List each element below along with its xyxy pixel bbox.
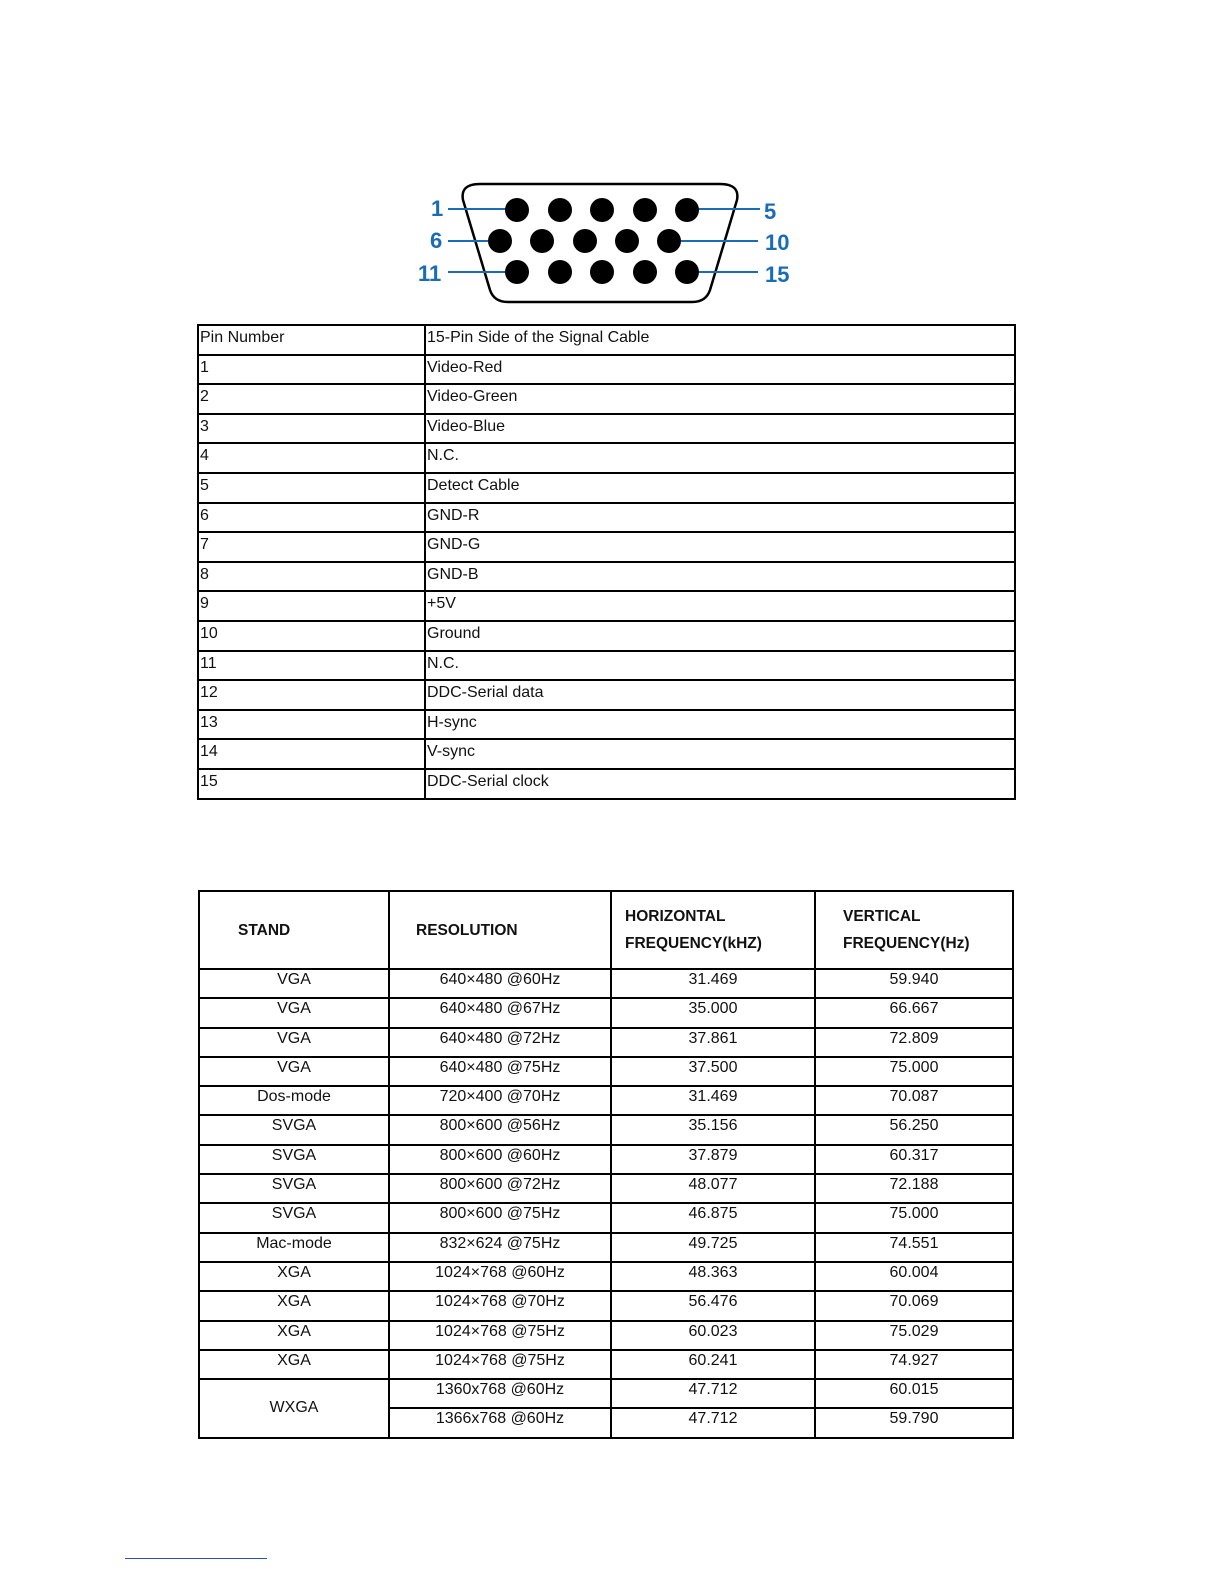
stand-cell: VGA [199, 998, 389, 1027]
table-row [198, 710, 1015, 740]
stand-header: STAND [199, 891, 389, 969]
table-row [199, 1057, 1013, 1086]
pin-number-cell: 1 [198, 355, 425, 385]
table-row [199, 1291, 1013, 1320]
pin-label-11: 11 [418, 261, 442, 286]
pin-label-10: 10 [765, 230, 790, 255]
pin-dot [505, 260, 529, 284]
horizontal-frequency-cell: 46.875 [611, 1203, 815, 1232]
resolution-cell: 1024×768 @60Hz [389, 1262, 611, 1291]
pin-dot [633, 198, 657, 222]
pin-label-6: 6 [430, 228, 443, 253]
pin-dot [615, 229, 639, 253]
pin-number-cell: 3 [198, 414, 425, 444]
pin-number-cell: 8 [198, 562, 425, 592]
pin-number-cell: 13 [198, 710, 425, 740]
table-row [198, 414, 1015, 444]
table-header-row [198, 325, 1015, 355]
resolution-cell: 640×480 @72Hz [389, 1028, 611, 1057]
horizontal-frequency-cell: 60.241 [611, 1350, 815, 1379]
table-row [199, 1115, 1013, 1144]
resolution-cell: 800×600 @72Hz [389, 1174, 611, 1203]
pin-dot [505, 198, 529, 222]
pin-signal-cell: GND-G [425, 532, 1015, 562]
table-row [198, 621, 1015, 651]
resolution-cell: 800×600 @56Hz [389, 1115, 611, 1144]
horizontal-frequency-cell: 37.500 [611, 1057, 815, 1086]
pin-number-cell: 4 [198, 443, 425, 473]
pin-signal-cell: N.C. [425, 651, 1015, 681]
vertical-frequency-header [815, 891, 1013, 969]
horizontal-frequency-cell: 31.469 [611, 969, 815, 998]
stand-cell: VGA [199, 969, 389, 998]
vertical-frequency-cell: 60.317 [815, 1145, 1013, 1174]
vertical-frequency-cell: 70.087 [815, 1086, 1013, 1115]
signal-header: 15-Pin Side of the Signal Cable [425, 325, 1015, 355]
resolution-cell: 1366x768 @60Hz [389, 1408, 611, 1437]
pin-dot [488, 229, 512, 253]
horizontal-frequency-cell: 48.077 [611, 1174, 815, 1203]
stand-cell: SVGA [199, 1145, 389, 1174]
table-row [199, 1028, 1013, 1057]
table-row [198, 473, 1015, 503]
stand-cell: VGA [199, 1028, 389, 1057]
resolution-header: RESOLUTION [389, 891, 611, 969]
table-row [198, 443, 1015, 473]
table-row [199, 998, 1013, 1027]
horizontal-frequency-cell: 47.712 [611, 1408, 815, 1437]
stand-cell: Dos-mode [199, 1086, 389, 1115]
table-row [199, 1145, 1013, 1174]
stand-cell: Mac-mode [199, 1233, 389, 1262]
header-line: FREQUENCY(kHZ) [625, 935, 762, 952]
table-row [198, 769, 1015, 799]
stand-cell: SVGA [199, 1174, 389, 1203]
horizontal-frequency-cell: 31.469 [611, 1086, 815, 1115]
vertical-frequency-cell: 72.188 [815, 1174, 1013, 1203]
pin-number-cell: 10 [198, 621, 425, 651]
pin-dot [573, 229, 597, 253]
pin-label-5: 5 [764, 199, 777, 224]
vertical-frequency-cell: 75.000 [815, 1057, 1013, 1086]
pin-signal-cell: N.C. [425, 443, 1015, 473]
vertical-frequency-cell: 60.004 [815, 1262, 1013, 1291]
horizontal-frequency-cell: 37.861 [611, 1028, 815, 1057]
horizontal-frequency-cell: 35.000 [611, 998, 815, 1027]
pin-signal-cell: Detect Cable [425, 473, 1015, 503]
pin-number-cell: 14 [198, 739, 425, 769]
pin-number-cell: 2 [198, 384, 425, 414]
pin-assignment-table [197, 324, 1016, 800]
horizontal-frequency-cell: 49.725 [611, 1233, 815, 1262]
pin-label-1: 1 [431, 196, 444, 221]
resolution-cell: 640×480 @67Hz [389, 998, 611, 1027]
table-row [198, 680, 1015, 710]
vertical-frequency-cell: 59.790 [815, 1408, 1013, 1437]
horizontal-frequency-cell: 60.023 [611, 1321, 815, 1350]
display-timing-table [198, 890, 1014, 1439]
table-row [199, 1174, 1013, 1203]
pin-number-cell: 9 [198, 591, 425, 621]
pin-signal-cell: Video-Green [425, 384, 1015, 414]
header-line: HORIZONTAL [625, 908, 726, 925]
pin-dot [657, 229, 681, 253]
table-row [198, 651, 1015, 681]
pin-dot [548, 198, 572, 222]
vertical-frequency-cell: 74.551 [815, 1233, 1013, 1262]
stand-cell: XGA [199, 1321, 389, 1350]
vertical-frequency-cell: 66.667 [815, 998, 1013, 1027]
resolution-cell: 1360x768 @60Hz [389, 1379, 611, 1408]
vertical-frequency-cell: 59.940 [815, 969, 1013, 998]
table-row [198, 739, 1015, 769]
pin-number-cell: 5 [198, 473, 425, 503]
pin-signal-cell: +5V [425, 591, 1015, 621]
stand-cell: WXGA [199, 1379, 389, 1438]
vertical-frequency-cell: 72.809 [815, 1028, 1013, 1057]
table-row [198, 355, 1015, 385]
pin-signal-cell: DDC-Serial data [425, 680, 1015, 710]
resolution-cell: 1024×768 @75Hz [389, 1321, 611, 1350]
vertical-frequency-cell: 75.029 [815, 1321, 1013, 1350]
resolution-cell: 640×480 @60Hz [389, 969, 611, 998]
pin-dot [530, 229, 554, 253]
pin-number-header: Pin Number [198, 325, 425, 355]
horizontal-frequency-header [611, 891, 815, 969]
resolution-cell: 1024×768 @70Hz [389, 1291, 611, 1320]
table-row [199, 969, 1013, 998]
vertical-frequency-cell: 60.015 [815, 1379, 1013, 1408]
pin-signal-cell: Ground [425, 621, 1015, 651]
pin-dot [675, 198, 699, 222]
table-row [199, 1350, 1013, 1379]
table-row [199, 1379, 1013, 1408]
pin-signal-cell: Video-Red [425, 355, 1015, 385]
table-row [199, 1086, 1013, 1115]
resolution-cell: 832×624 @75Hz [389, 1233, 611, 1262]
pin-number-cell: 7 [198, 532, 425, 562]
table-row [199, 1203, 1013, 1232]
pin-label-15: 15 [765, 262, 790, 287]
pin-dot [675, 260, 699, 284]
stand-cell: XGA [199, 1291, 389, 1320]
stand-cell: SVGA [199, 1203, 389, 1232]
stand-cell: VGA [199, 1057, 389, 1086]
table-row [199, 1262, 1013, 1291]
table-header-row [199, 891, 1013, 969]
pin-signal-cell: GND-B [425, 562, 1015, 592]
table-row [198, 503, 1015, 533]
resolution-cell: 720×400 @70Hz [389, 1086, 611, 1115]
pin-number-cell: 15 [198, 769, 425, 799]
vertical-frequency-cell: 74.927 [815, 1350, 1013, 1379]
pin-dot [590, 198, 614, 222]
pin-signal-cell: H-sync [425, 710, 1015, 740]
table-row [198, 591, 1015, 621]
horizontal-frequency-cell: 35.156 [611, 1115, 815, 1144]
resolution-cell: 1024×768 @75Hz [389, 1350, 611, 1379]
pin-number-cell: 6 [198, 503, 425, 533]
resolution-cell: 800×600 @60Hz [389, 1145, 611, 1174]
horizontal-frequency-cell: 56.476 [611, 1291, 815, 1320]
stand-cell: SVGA [199, 1115, 389, 1144]
horizontal-frequency-cell: 47.712 [611, 1379, 815, 1408]
stand-cell: XGA [199, 1350, 389, 1379]
pin-dot [590, 260, 614, 284]
resolution-cell: 800×600 @75Hz [389, 1203, 611, 1232]
table-row [198, 384, 1015, 414]
table-row [198, 562, 1015, 592]
pin-number-cell: 12 [198, 680, 425, 710]
vertical-frequency-cell: 56.250 [815, 1115, 1013, 1144]
table-row [199, 1233, 1013, 1262]
pin-signal-cell: DDC-Serial clock [425, 769, 1015, 799]
vertical-frequency-cell: 75.000 [815, 1203, 1013, 1232]
footer-underline [125, 1558, 267, 1559]
stand-cell: XGA [199, 1262, 389, 1291]
resolution-cell: 640×480 @75Hz [389, 1057, 611, 1086]
horizontal-frequency-cell: 37.879 [611, 1145, 815, 1174]
vga-connector-diagram [410, 178, 810, 308]
table-row [198, 532, 1015, 562]
pin-signal-cell: V-sync [425, 739, 1015, 769]
pin-signal-cell: Video-Blue [425, 414, 1015, 444]
pin-dot [548, 260, 572, 284]
vertical-frequency-cell: 70.069 [815, 1291, 1013, 1320]
horizontal-frequency-cell: 48.363 [611, 1262, 815, 1291]
header-line: FREQUENCY(Hz) [843, 935, 970, 952]
pin-dot [633, 260, 657, 284]
pin-number-cell: 11 [198, 651, 425, 681]
header-line: VERTICAL [843, 908, 921, 925]
table-row [199, 1321, 1013, 1350]
pin-signal-cell: GND-R [425, 503, 1015, 533]
